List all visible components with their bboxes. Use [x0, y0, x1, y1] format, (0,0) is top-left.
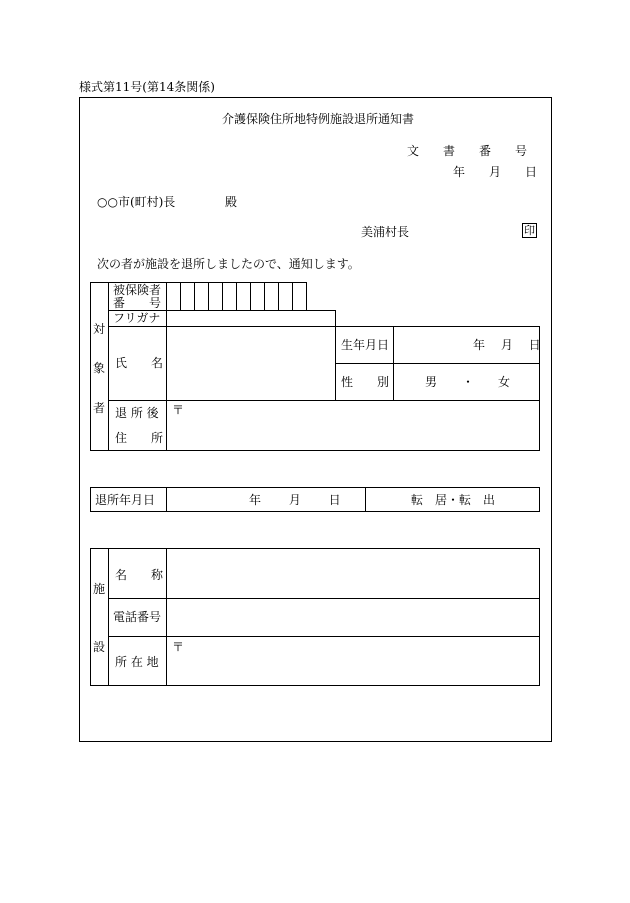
after-exit-address-label-2: 住 所	[115, 431, 164, 445]
form-number: 様式第11号(第14条関係)	[79, 80, 215, 94]
facility-phone-label: 電話番号	[113, 610, 162, 624]
postal-mark-facility: 〒	[172, 640, 185, 654]
birth-date-value: 年 月 日	[473, 338, 541, 352]
exit-date-value: 年 月 日	[249, 493, 341, 507]
facility-location-label: 所 在 地	[115, 655, 159, 669]
subject-side-label-2: 象	[93, 361, 106, 375]
issue-date-line: 年 月 日	[453, 165, 538, 179]
facility-name-label: 名 称	[115, 568, 164, 582]
seal-mark: 印	[524, 224, 535, 237]
sex-label: 性 別	[341, 375, 390, 389]
subject-side-label-3: 者	[93, 401, 106, 415]
exit-date-label: 退所年月日	[95, 493, 156, 507]
insured-number-label-2: 番 号	[113, 296, 162, 310]
sex-male: 男	[425, 375, 438, 389]
after-exit-address-label-1: 退 所 後	[115, 406, 159, 420]
postal-mark-subject: 〒	[172, 403, 185, 417]
exit-reason: 転 居・転 出	[411, 493, 496, 507]
sex-female: 女	[498, 375, 511, 389]
sex-dot: ・	[462, 375, 475, 389]
facility-side-label-1: 施	[93, 582, 106, 596]
addressee-name: ○○市(町村)長	[97, 195, 176, 209]
subject-side-label-1: 対	[93, 322, 106, 336]
notice-body: 次の者が施設を退所しましたので、通知します。	[97, 257, 360, 271]
birth-date-label: 生年月日	[341, 338, 390, 352]
insured-number-label-1: 被保険者	[113, 283, 162, 297]
furigana-label: フリガナ	[113, 311, 161, 325]
name-label: 氏 名	[115, 356, 164, 370]
sender-name: 美浦村長	[361, 225, 410, 239]
addressee-honorific: 殿	[225, 195, 238, 209]
doc-number-label: 文 書 番 号	[407, 144, 528, 158]
facility-side-label-2: 設	[93, 640, 106, 654]
form-title: 介護保険住所地特例施設退所通知書	[222, 112, 415, 126]
